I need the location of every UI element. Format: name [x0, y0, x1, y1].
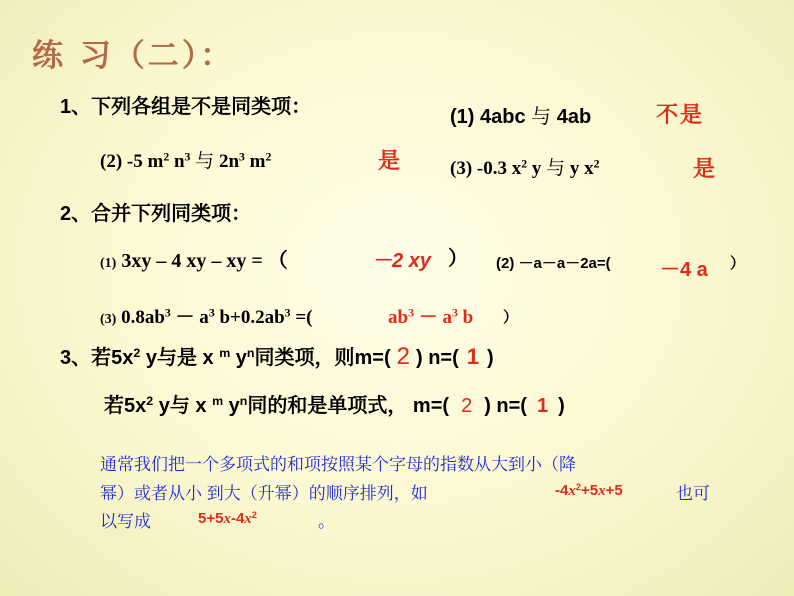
question-2-label: 2、合并下列同类项： [60, 203, 252, 225]
q2-item-1: (1) 3xy – 4 xy – xy = （ [100, 250, 288, 272]
q2-item-2: (2) －a－a－2a=( [496, 255, 611, 272]
q3-line-1: 3、若$5x^2$ y与是 x $^m$ $y^n$同类项，则m=( 2 ) n=( 1 ) [60, 343, 494, 370]
q1-item-2-answer: 是 [378, 148, 401, 173]
q2-item-1-close: ） [448, 248, 468, 270]
question-1-label: 1、下列各组是不是同类项： [60, 96, 312, 118]
q1-item-1: (1) 4abc 与 4ab [450, 106, 592, 128]
note-polynomial-descending: $-4x^2+5x+5$ [555, 481, 623, 499]
q2-item-3-close: ） [503, 309, 519, 326]
q1-item-3: (3) -0.3 $x^2$ y 与 y $x^2$ [450, 157, 600, 179]
q2-item-2-answer: －4 a [660, 259, 708, 281]
q1-item-3-answer: 是 [693, 156, 716, 181]
page-title: 练 习（二）： [32, 38, 235, 74]
q2-item-1-answer: －2 xy [372, 250, 431, 272]
q2-item-3: (3) $0.8ab^3 - a^3$ $b+0.2ab^3$ =( [100, 306, 313, 328]
q1-item-1-answer: 不是 [656, 102, 705, 127]
note-line-3: 以写成 [100, 512, 151, 531]
note-line-2: 幂）或者从小 到大（升幂）的顺序排列，如 [100, 484, 428, 503]
note-line-1: 通常我们把一个多项式的和项按照某个字母的指数从大到小（降 [100, 455, 576, 474]
note-polynomial-ascending: $5+5x-4x^2$ [198, 509, 257, 527]
q2-item-2-close: ） [730, 255, 746, 272]
q1-item-2: (2) -5 $m^2$ $n^3$ 与 $2n^3$ $m^2$ [100, 150, 272, 172]
q2-item-3-answer: $ab^3 - a^3$ b [388, 306, 474, 328]
note-end-period: 。 [318, 512, 335, 531]
note-line-2-tail: 也可 [676, 484, 710, 503]
q3-line-2: 若$5x^2$ y与 x $^m$ $y^n$同的和是单项式， m=( 2 ) n=( 1 ) [104, 394, 565, 417]
